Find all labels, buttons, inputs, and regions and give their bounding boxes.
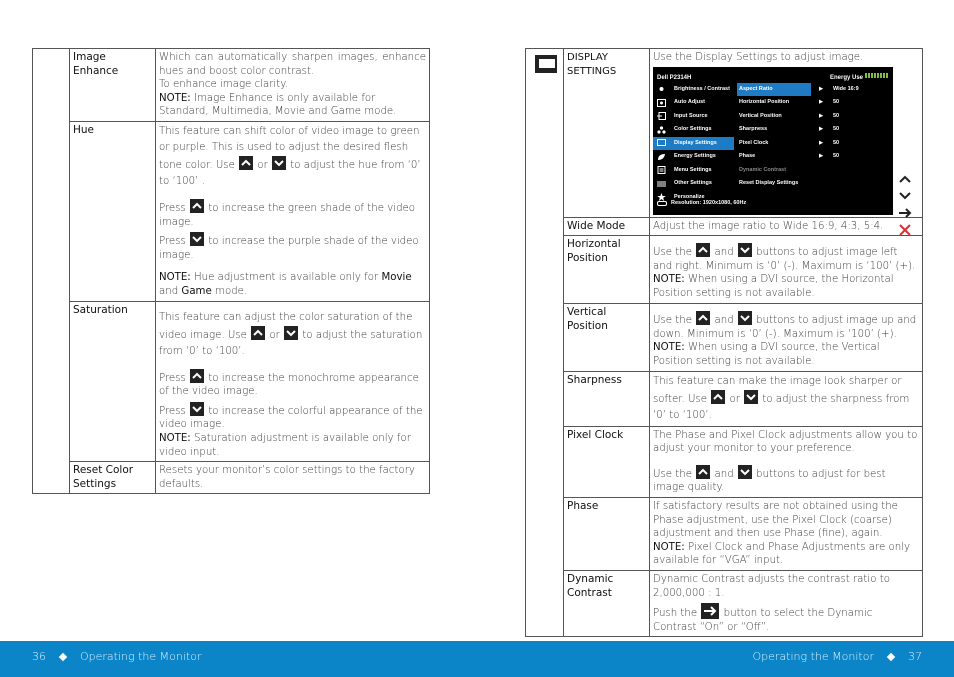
- row-name-wide-mode: Wide Mode: [564, 217, 650, 236]
- row-desc-vertical-position: Use the and buttons to adjust image up and down. Minimum is ‘0’ (-). Maximum is ‘100’ (+). NOTE: When using a DVI source, the Vertical Position setting is not available.: [650, 304, 923, 371]
- diamond-icon: [59, 652, 67, 660]
- triangle-right-icon: ▶: [819, 139, 823, 146]
- osd-menu-item: Brightness / Contrast: [653, 83, 734, 97]
- down-button-icon: [190, 402, 204, 416]
- row-desc-saturation: This feature can adjust the color saturation of the video image. Use or to adjust the saturation from ‘0’ to ‘100’. Press to increase the monochrome appearance of the video image. Press to increase the colorful appearance of the video image. NOTE: Saturation adjustment is available only for video input.: [156, 301, 430, 462]
- nav-down-icon: [897, 188, 913, 205]
- down-button-icon: [744, 390, 758, 404]
- osd-setting-row: Reset Display Settings: [739, 180, 799, 187]
- osd-menu-item: Color Settings: [653, 123, 734, 137]
- table-row: [33, 462, 430, 494]
- up-button-icon: [251, 326, 265, 340]
- row-name-sharpness: Sharpness: [564, 371, 650, 426]
- down-button-icon: [190, 232, 204, 246]
- auto-adjust-icon: [657, 99, 666, 107]
- page-footer: [0, 641, 954, 677]
- brightness-icon: [657, 85, 666, 93]
- other-settings-icon: [657, 180, 666, 188]
- nav-close-icon: [897, 222, 913, 239]
- table-row: [526, 371, 923, 426]
- page-number-left: 36: [32, 650, 46, 663]
- osd-main-menu: [653, 83, 734, 205]
- row-name-saturation: Saturation: [70, 301, 156, 462]
- triangle-right-icon: ▶: [819, 153, 823, 160]
- footer-right: [753, 650, 922, 663]
- table-row: [33, 121, 430, 301]
- table-row: [33, 49, 430, 122]
- osd-setting-row: Dynamic Contrast: [739, 166, 787, 173]
- icon-cell: [33, 49, 70, 494]
- down-button-icon: [738, 243, 752, 257]
- right-settings-table: [525, 48, 923, 637]
- osd-setting-row: Pixel Clock ▶ 50: [737, 137, 889, 151]
- row-desc-pixel-clock: The Phase and Pixel Clock adjustments allow you to adjust your monitor to your preference. Use the and buttons to adjust for best image quality.: [650, 426, 923, 497]
- triangle-right-icon: ▶: [819, 85, 823, 92]
- row-name-display-settings: DISPLAY SETTINGS: [564, 49, 650, 218]
- nav-up-icon: [897, 171, 913, 188]
- osd-menu-item: Energy Settings: [653, 150, 734, 164]
- osd-setting-row: Vertical Position ▶ 50: [737, 110, 889, 124]
- up-button-icon: [696, 243, 710, 257]
- row-desc-display-settings: Use the Display Settings to adjust image. Dell P2314H Energy Use Brightness / Contrast Auto Adjust Input Source Color Settings Display Settings Energy Settings Menu Settings Other Settings Personalize Aspect Ratio ▶ Wide 16:9 Horizontal Position ▶ 50 Vertical Position ▶ 50 Sharpness ▶ 50 Pixel Clock ▶ 50 Phase ▶ 50 Dynamic Contrast Reset Display Settings Resolution: 1920x1080, 60Hz: [650, 49, 923, 218]
- osd-menu-item: Display Settings: [653, 137, 734, 151]
- diamond-icon: [887, 652, 895, 660]
- menu-settings-icon: [657, 166, 666, 174]
- osd-menu-item: Other Settings: [653, 177, 734, 191]
- table-row: [526, 304, 923, 371]
- up-button-icon: [696, 311, 710, 325]
- page-number-right: 37: [908, 650, 922, 663]
- row-name-hue: Hue: [70, 121, 156, 301]
- row-desc-wide-mode: Adjust the image ratio to Wide 16:9, 4:3, 5:4.: [650, 217, 923, 236]
- osd-nav-buttons: [897, 171, 913, 239]
- down-button-icon: [738, 311, 752, 325]
- row-name-horizontal-position: Horizontal Position: [564, 236, 650, 304]
- osd-menu-item: Input Source: [653, 110, 734, 124]
- display-settings-icon: [657, 139, 666, 147]
- table-row: [526, 497, 923, 570]
- resolution-icon: [657, 201, 667, 206]
- triangle-right-icon: ▶: [819, 99, 823, 106]
- row-desc-dynamic-contrast: Dynamic Contrast adjusts the contrast ratio to 2,000,000 : 1. Push the button to select the Dynamic Contrast “On” or “Off”.: [650, 570, 923, 636]
- input-source-icon: [657, 112, 666, 120]
- footer-title-right: Operating the Monitor: [752, 650, 874, 663]
- osd-submenu: [737, 83, 889, 191]
- osd-energy-label: Energy Use: [829, 74, 863, 81]
- row-name-pixel-clock: Pixel Clock: [564, 426, 650, 497]
- up-button-icon: [711, 390, 725, 404]
- row-desc-horizontal-position: Use the and buttons to adjust image left and right. Minimum is ‘0’ (-). Maximum is ‘100’ (+). NOTE: When using a DVI source, the Horizontal Position setting is not available.: [650, 236, 923, 304]
- row-name-dynamic-contrast: Dynamic Contrast: [564, 570, 650, 636]
- up-button-icon: [190, 199, 204, 213]
- energy-meter-icon: [865, 73, 889, 78]
- down-button-icon: [272, 156, 286, 170]
- row-desc-sharpness: This feature can make the image look sharper or softer. Use or to adjust the sharpness from ‘0’ to ‘100’.: [650, 371, 923, 426]
- up-button-icon: [239, 156, 253, 170]
- table-row: [526, 426, 923, 497]
- footer-title-left: Operating the Monitor: [80, 650, 202, 663]
- down-button-icon: [738, 465, 752, 479]
- osd-menu-item: Menu Settings: [653, 164, 734, 178]
- osd-setting-row: Phase ▶ 50: [737, 150, 889, 164]
- right-arrow-button-icon: [701, 603, 719, 619]
- row-desc-reset-color: Resets your monitor’s color settings to the factory defaults.: [156, 462, 430, 494]
- osd-menu-item: Auto Adjust: [653, 96, 734, 110]
- osd-setting-row: Sharpness ▶ 50: [737, 123, 889, 137]
- table-row: [33, 301, 430, 462]
- osd-model-name: Dell P2314H: [657, 74, 692, 81]
- energy-icon: [657, 153, 666, 161]
- nav-right-arrow-icon: [897, 205, 913, 222]
- row-name-reset-color: Reset Color Settings: [70, 462, 156, 494]
- osd-setting-row: Aspect Ratio ▶ Wide 16:9: [737, 83, 889, 97]
- left-settings-table: [32, 48, 430, 494]
- triangle-right-icon: ▶: [819, 112, 823, 119]
- osd-resolution: Resolution: 1920x1080, 60Hz: [657, 197, 746, 211]
- display-settings-icon: [535, 55, 557, 73]
- up-button-icon: [190, 369, 204, 383]
- osd-menu-screenshot: [653, 67, 893, 215]
- row-desc-phase: If satisfactory results are not obtained using the Phase adjustment, use the Pixel Clock (coarse) adjustment and then use Phase (fine), again. NOTE: Pixel Clock and Phase Adjustments are only available for “VGA” input.: [650, 497, 923, 570]
- osd-setting-row: Horizontal Position ▶ 50: [737, 96, 889, 110]
- table-row: [526, 217, 923, 236]
- table-row: [526, 570, 923, 636]
- color-settings-icon: [657, 126, 666, 134]
- footer-left: [32, 650, 201, 663]
- row-name-vertical-position: Vertical Position: [564, 304, 650, 371]
- down-button-icon: [284, 326, 298, 340]
- table-row: [526, 236, 923, 304]
- row-name-image-enhance: Image Enhance: [70, 49, 156, 122]
- row-name-phase: Phase: [564, 497, 650, 570]
- row-desc-image-enhance: Which can automatically sharpen images, enhance hues and boost color contrast. To enhance image clarity. NOTE: Image Enhance is only available for Standard, Multimedia, Movie and Game mode.: [156, 49, 430, 122]
- icon-cell: [526, 49, 564, 637]
- osd-menu-item: Personalize: [653, 191, 734, 205]
- triangle-right-icon: ▶: [819, 126, 823, 133]
- row-desc-hue: This feature can shift color of video image to green or purple. This is used to adjust the desired flesh tone color. Use or to adjust the hue from ‘0’ to ‘100’ . Press to increase the green shade of the video image. Press to increase the purple shade of the video image. NOTE: Hue adjustment is available only for Movie and Game mode.: [156, 121, 430, 301]
- up-button-icon: [696, 465, 710, 479]
- table-row: [526, 49, 923, 218]
